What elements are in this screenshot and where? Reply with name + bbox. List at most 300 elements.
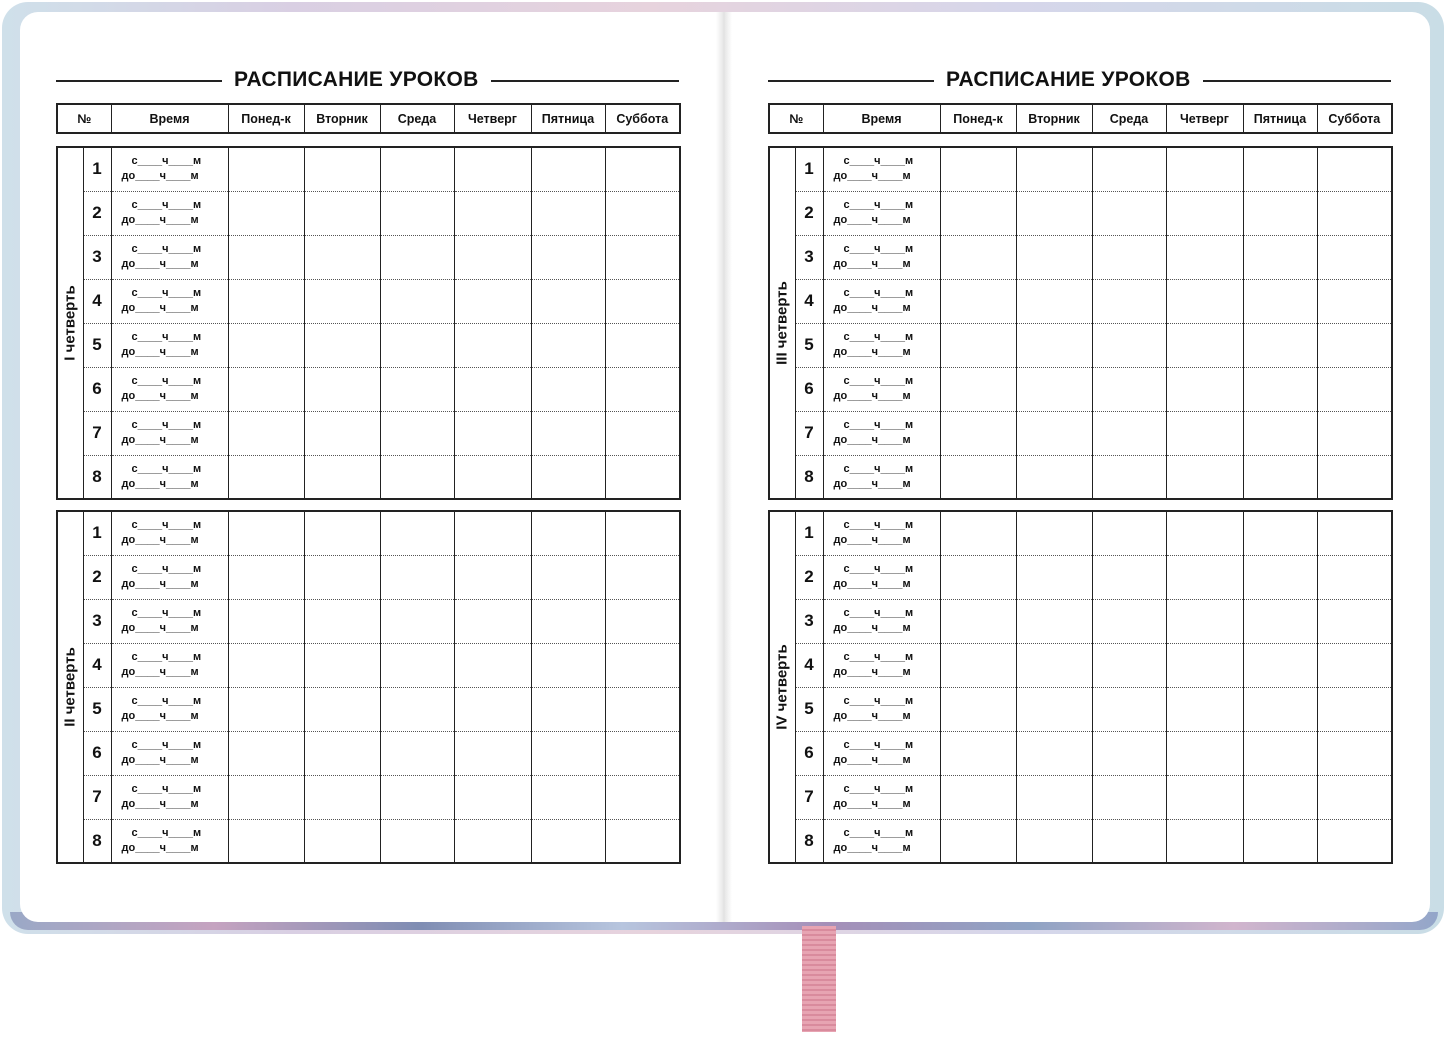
lesson-slot[interactable] bbox=[454, 191, 531, 235]
lesson-slot[interactable] bbox=[380, 279, 454, 323]
lesson-slot[interactable] bbox=[940, 819, 1016, 863]
lesson-slot[interactable] bbox=[940, 643, 1016, 687]
lesson-slot[interactable] bbox=[940, 411, 1016, 455]
lesson-slot[interactable] bbox=[1317, 367, 1392, 411]
time-from: с____ч____м bbox=[131, 155, 202, 168]
lesson-slot[interactable] bbox=[228, 687, 304, 731]
lesson-slot[interactable] bbox=[531, 511, 605, 555]
lesson-time[interactable] bbox=[111, 775, 228, 819]
lesson-slot[interactable] bbox=[304, 455, 380, 499]
lesson-time[interactable] bbox=[111, 367, 228, 411]
lesson-time[interactable] bbox=[111, 599, 228, 643]
lesson-slot[interactable] bbox=[380, 235, 454, 279]
lesson-slot[interactable] bbox=[605, 367, 680, 411]
lesson-slot[interactable] bbox=[304, 191, 380, 235]
lesson-slot[interactable] bbox=[605, 775, 680, 819]
lesson-slot[interactable] bbox=[1317, 555, 1392, 599]
time-from: с____ч____м bbox=[843, 519, 914, 532]
lesson-slot[interactable] bbox=[454, 279, 531, 323]
lesson-slot[interactable] bbox=[380, 367, 454, 411]
lesson-slot[interactable] bbox=[1243, 323, 1317, 367]
lesson-slot[interactable] bbox=[454, 411, 531, 455]
lesson-slot[interactable] bbox=[1243, 775, 1317, 819]
lesson-slot[interactable] bbox=[380, 731, 454, 775]
lesson-slot[interactable] bbox=[605, 599, 680, 643]
lesson-number: 3 bbox=[795, 235, 823, 279]
lesson-slot[interactable] bbox=[531, 599, 605, 643]
lesson-slot[interactable] bbox=[1317, 643, 1392, 687]
lesson-slot[interactable] bbox=[380, 555, 454, 599]
lesson-row bbox=[57, 511, 680, 555]
lesson-slot[interactable] bbox=[605, 687, 680, 731]
time-to: до____ч____м bbox=[121, 666, 199, 678]
lesson-slot[interactable] bbox=[1092, 511, 1166, 555]
lesson-slot[interactable] bbox=[940, 235, 1016, 279]
lesson-slot[interactable] bbox=[1016, 323, 1092, 367]
lesson-slot[interactable] bbox=[531, 643, 605, 687]
lesson-time[interactable] bbox=[111, 455, 228, 499]
lesson-number: 8 bbox=[83, 455, 111, 499]
time-from: с____ч____м bbox=[131, 651, 202, 663]
lesson-row bbox=[57, 279, 680, 323]
lesson-slot[interactable] bbox=[1016, 455, 1092, 499]
lesson-slot[interactable] bbox=[1317, 511, 1392, 555]
lesson-time[interactable] bbox=[823, 411, 940, 455]
lesson-slot[interactable] bbox=[454, 147, 531, 191]
lesson-slot[interactable] bbox=[228, 455, 304, 499]
lesson-slot[interactable] bbox=[304, 555, 380, 599]
lesson-slot[interactable] bbox=[1166, 323, 1243, 367]
lesson-slot[interactable] bbox=[1166, 599, 1243, 643]
lesson-time[interactable] bbox=[823, 279, 940, 323]
lesson-time[interactable] bbox=[823, 555, 940, 599]
lesson-slot[interactable] bbox=[228, 323, 304, 367]
lesson-number: 8 bbox=[795, 819, 823, 863]
time-from: с____ч____м bbox=[843, 607, 914, 619]
lesson-row bbox=[57, 555, 680, 599]
lesson-slot[interactable] bbox=[1243, 411, 1317, 455]
header-day: Четверг bbox=[1166, 104, 1243, 133]
time-to: до____ч____м bbox=[121, 214, 199, 226]
time-from: с____ч____м bbox=[131, 287, 202, 299]
lesson-slot[interactable] bbox=[380, 147, 454, 191]
lesson-slot[interactable] bbox=[228, 367, 304, 411]
schedule-title-row bbox=[768, 68, 1391, 92]
lesson-slot[interactable] bbox=[940, 731, 1016, 775]
lesson-time[interactable] bbox=[111, 323, 228, 367]
lesson-slot[interactable] bbox=[1317, 775, 1392, 819]
lesson-slot[interactable] bbox=[454, 819, 531, 863]
lesson-time[interactable] bbox=[823, 819, 940, 863]
lesson-slot[interactable] bbox=[1166, 191, 1243, 235]
lesson-slot[interactable] bbox=[228, 279, 304, 323]
lesson-slot[interactable] bbox=[1166, 775, 1243, 819]
lesson-slot[interactable] bbox=[1317, 687, 1392, 731]
lesson-slot[interactable] bbox=[1166, 367, 1243, 411]
lesson-slot[interactable] bbox=[1092, 191, 1166, 235]
time-from: с____ч____м bbox=[843, 651, 914, 663]
lesson-slot[interactable] bbox=[1317, 731, 1392, 775]
lesson-number: 6 bbox=[83, 367, 111, 411]
lesson-row bbox=[769, 599, 1392, 643]
title-rule-left bbox=[56, 80, 222, 82]
lesson-slot[interactable] bbox=[531, 367, 605, 411]
lesson-slot[interactable] bbox=[940, 687, 1016, 731]
lesson-slot[interactable] bbox=[1166, 731, 1243, 775]
lesson-time[interactable] bbox=[111, 191, 228, 235]
lesson-slot[interactable] bbox=[228, 191, 304, 235]
time-to: до____ч____м bbox=[121, 622, 199, 634]
header-day: Вторник bbox=[1016, 104, 1092, 133]
lesson-slot[interactable] bbox=[605, 411, 680, 455]
lesson-slot[interactable] bbox=[1243, 511, 1317, 555]
lesson-row bbox=[57, 367, 680, 411]
lesson-time[interactable] bbox=[823, 147, 940, 191]
lesson-slot[interactable] bbox=[1317, 235, 1392, 279]
lesson-time[interactable] bbox=[111, 147, 228, 191]
lesson-slot[interactable] bbox=[1016, 687, 1092, 731]
lesson-row bbox=[57, 411, 680, 455]
lesson-slot[interactable] bbox=[1016, 819, 1092, 863]
lesson-number: 2 bbox=[795, 191, 823, 235]
lesson-number: 2 bbox=[83, 555, 111, 599]
lesson-slot[interactable] bbox=[1016, 731, 1092, 775]
lesson-time[interactable] bbox=[823, 511, 940, 555]
lesson-slot[interactable] bbox=[531, 191, 605, 235]
lesson-slot[interactable] bbox=[1092, 455, 1166, 499]
lesson-slot[interactable] bbox=[1243, 643, 1317, 687]
lesson-slot[interactable] bbox=[605, 455, 680, 499]
lesson-slot[interactable] bbox=[1317, 599, 1392, 643]
lesson-slot[interactable] bbox=[380, 819, 454, 863]
lesson-slot[interactable] bbox=[940, 367, 1016, 411]
lesson-time[interactable] bbox=[111, 511, 228, 555]
lesson-slot[interactable] bbox=[304, 147, 380, 191]
lesson-row bbox=[769, 511, 1392, 555]
lesson-slot[interactable] bbox=[304, 411, 380, 455]
lesson-time[interactable] bbox=[823, 191, 940, 235]
lesson-slot[interactable] bbox=[1092, 731, 1166, 775]
lesson-slot[interactable] bbox=[531, 279, 605, 323]
lesson-slot[interactable] bbox=[940, 147, 1016, 191]
lesson-slot[interactable] bbox=[1243, 147, 1317, 191]
time-to: до____ч____м bbox=[121, 434, 199, 446]
time-from: с____ч____м bbox=[843, 695, 914, 707]
lesson-slot[interactable] bbox=[380, 411, 454, 455]
lesson-slot[interactable] bbox=[1166, 411, 1243, 455]
time-from: с____ч____м bbox=[843, 739, 914, 751]
lesson-slot[interactable] bbox=[1016, 191, 1092, 235]
lesson-time[interactable] bbox=[823, 323, 940, 367]
lesson-slot[interactable] bbox=[1317, 323, 1392, 367]
lesson-slot[interactable] bbox=[454, 455, 531, 499]
lesson-slot[interactable] bbox=[454, 731, 531, 775]
lesson-slot[interactable] bbox=[1243, 455, 1317, 499]
time-to: до____ч____м bbox=[833, 578, 911, 590]
lesson-slot[interactable] bbox=[1166, 511, 1243, 555]
time-to: до____ч____м bbox=[833, 534, 911, 547]
lesson-slot[interactable] bbox=[1092, 599, 1166, 643]
lesson-slot[interactable] bbox=[940, 599, 1016, 643]
lesson-slot[interactable] bbox=[1092, 555, 1166, 599]
lesson-slot[interactable] bbox=[1243, 367, 1317, 411]
lesson-time[interactable] bbox=[111, 687, 228, 731]
lesson-slot[interactable] bbox=[1243, 555, 1317, 599]
lesson-slot[interactable] bbox=[454, 511, 531, 555]
lesson-row bbox=[769, 455, 1392, 499]
lesson-slot[interactable] bbox=[940, 511, 1016, 555]
lesson-slot[interactable] bbox=[454, 555, 531, 599]
lesson-slot[interactable] bbox=[454, 775, 531, 819]
lesson-time[interactable] bbox=[823, 643, 940, 687]
lesson-slot[interactable] bbox=[380, 643, 454, 687]
lesson-time[interactable] bbox=[823, 775, 940, 819]
lesson-slot[interactable] bbox=[605, 147, 680, 191]
lesson-slot[interactable] bbox=[1166, 235, 1243, 279]
lesson-slot[interactable] bbox=[1243, 235, 1317, 279]
lesson-slot[interactable] bbox=[228, 599, 304, 643]
lesson-row bbox=[769, 235, 1392, 279]
lesson-slot[interactable] bbox=[1016, 279, 1092, 323]
lesson-slot[interactable] bbox=[380, 511, 454, 555]
time-from: с____ч____м bbox=[843, 563, 914, 575]
lesson-slot[interactable] bbox=[1092, 687, 1166, 731]
lesson-slot[interactable] bbox=[1243, 819, 1317, 863]
lesson-slot[interactable] bbox=[940, 323, 1016, 367]
lesson-slot[interactable] bbox=[228, 775, 304, 819]
lesson-slot[interactable] bbox=[454, 367, 531, 411]
lesson-slot[interactable] bbox=[304, 511, 380, 555]
lesson-slot[interactable] bbox=[1166, 279, 1243, 323]
lesson-slot[interactable] bbox=[531, 687, 605, 731]
lesson-slot[interactable] bbox=[304, 643, 380, 687]
lesson-slot[interactable] bbox=[304, 687, 380, 731]
header-number: № bbox=[77, 111, 92, 126]
lesson-slot[interactable] bbox=[531, 323, 605, 367]
lesson-slot[interactable] bbox=[531, 235, 605, 279]
lesson-slot[interactable] bbox=[531, 147, 605, 191]
lesson-row bbox=[769, 191, 1392, 235]
lesson-slot[interactable] bbox=[1166, 555, 1243, 599]
lesson-time[interactable] bbox=[111, 235, 228, 279]
header-day: Понед-к bbox=[228, 104, 304, 133]
quarter-label-cell bbox=[57, 511, 83, 863]
time-to: до____ч____м bbox=[121, 534, 199, 547]
lesson-slot[interactable] bbox=[1243, 731, 1317, 775]
lesson-slot[interactable] bbox=[940, 775, 1016, 819]
lesson-slot[interactable] bbox=[1016, 775, 1092, 819]
lesson-time[interactable] bbox=[823, 731, 940, 775]
lesson-slot[interactable] bbox=[304, 235, 380, 279]
lesson-slot[interactable] bbox=[531, 731, 605, 775]
time-from: с____ч____м bbox=[131, 519, 202, 532]
lesson-slot[interactable] bbox=[1016, 511, 1092, 555]
lesson-time[interactable] bbox=[823, 367, 940, 411]
lesson-time[interactable] bbox=[111, 411, 228, 455]
lesson-row bbox=[57, 731, 680, 775]
lesson-slot[interactable] bbox=[940, 279, 1016, 323]
header-day: Среда bbox=[380, 104, 454, 133]
lesson-slot[interactable] bbox=[1166, 819, 1243, 863]
time-to: до____ч____м bbox=[833, 710, 911, 722]
lesson-slot[interactable] bbox=[1016, 643, 1092, 687]
lesson-time[interactable] bbox=[823, 455, 940, 499]
lesson-slot[interactable] bbox=[1243, 687, 1317, 731]
lesson-number: 7 bbox=[83, 775, 111, 819]
lesson-slot[interactable] bbox=[1243, 279, 1317, 323]
lesson-slot[interactable] bbox=[531, 411, 605, 455]
lesson-slot[interactable] bbox=[1016, 411, 1092, 455]
lesson-slot[interactable] bbox=[1166, 643, 1243, 687]
lesson-time[interactable] bbox=[111, 643, 228, 687]
lesson-slot[interactable] bbox=[531, 455, 605, 499]
time-from: с____ч____м bbox=[131, 783, 202, 795]
lesson-slot[interactable] bbox=[228, 643, 304, 687]
lesson-number: 4 bbox=[83, 643, 111, 687]
lesson-slot[interactable] bbox=[1092, 367, 1166, 411]
lesson-slot[interactable] bbox=[531, 555, 605, 599]
time-to: до____ч____м bbox=[121, 578, 199, 590]
lesson-slot[interactable] bbox=[454, 235, 531, 279]
lesson-slot[interactable] bbox=[1243, 191, 1317, 235]
lesson-number: 5 bbox=[795, 323, 823, 367]
lesson-time[interactable] bbox=[823, 599, 940, 643]
lesson-slot[interactable] bbox=[380, 687, 454, 731]
lesson-slot[interactable] bbox=[1166, 687, 1243, 731]
time-from: с____ч____м bbox=[843, 783, 914, 795]
lesson-slot[interactable] bbox=[1317, 147, 1392, 191]
time-from: с____ч____м bbox=[131, 243, 202, 255]
lesson-slot[interactable] bbox=[940, 455, 1016, 499]
lesson-slot[interactable] bbox=[605, 643, 680, 687]
lesson-slot[interactable] bbox=[380, 775, 454, 819]
lesson-slot[interactable] bbox=[605, 731, 680, 775]
lesson-slot[interactable] bbox=[228, 731, 304, 775]
lesson-slot[interactable] bbox=[454, 599, 531, 643]
quarter-label: III четверть bbox=[773, 281, 791, 365]
lesson-slot[interactable] bbox=[1092, 279, 1166, 323]
lesson-slot[interactable] bbox=[1092, 235, 1166, 279]
header-day: Четверг bbox=[454, 104, 531, 133]
lesson-slot[interactable] bbox=[605, 235, 680, 279]
quarter-label: II четверть bbox=[61, 647, 79, 727]
lesson-slot[interactable] bbox=[380, 599, 454, 643]
lesson-slot[interactable] bbox=[940, 191, 1016, 235]
lesson-number: 7 bbox=[83, 411, 111, 455]
lesson-slot[interactable] bbox=[304, 599, 380, 643]
lesson-slot[interactable] bbox=[454, 323, 531, 367]
lesson-slot[interactable] bbox=[380, 323, 454, 367]
schedule-header bbox=[768, 103, 1393, 134]
lesson-slot[interactable] bbox=[1243, 599, 1317, 643]
lesson-number: 6 bbox=[795, 367, 823, 411]
lesson-slot[interactable] bbox=[304, 819, 380, 863]
lesson-slot[interactable] bbox=[304, 731, 380, 775]
lesson-slot[interactable] bbox=[531, 775, 605, 819]
lesson-slot[interactable] bbox=[605, 511, 680, 555]
lesson-slot[interactable] bbox=[605, 555, 680, 599]
lesson-slot[interactable] bbox=[1092, 775, 1166, 819]
lesson-slot[interactable] bbox=[454, 687, 531, 731]
lesson-row bbox=[769, 367, 1392, 411]
lesson-slot[interactable] bbox=[1092, 323, 1166, 367]
lesson-slot[interactable] bbox=[605, 819, 680, 863]
lesson-slot[interactable] bbox=[1317, 819, 1392, 863]
lesson-slot[interactable] bbox=[228, 819, 304, 863]
lesson-number: 2 bbox=[795, 555, 823, 599]
lesson-slot[interactable] bbox=[1092, 819, 1166, 863]
time-from: с____ч____м bbox=[843, 375, 914, 387]
lesson-slot[interactable] bbox=[531, 819, 605, 863]
lesson-time[interactable] bbox=[823, 235, 940, 279]
lesson-time[interactable] bbox=[823, 687, 940, 731]
lesson-slot[interactable] bbox=[1016, 599, 1092, 643]
lesson-time[interactable] bbox=[111, 731, 228, 775]
lesson-row bbox=[57, 235, 680, 279]
lesson-slot[interactable] bbox=[1166, 455, 1243, 499]
lesson-slot[interactable] bbox=[1092, 643, 1166, 687]
lesson-slot[interactable] bbox=[304, 775, 380, 819]
lesson-number: 3 bbox=[795, 599, 823, 643]
lesson-slot[interactable] bbox=[228, 411, 304, 455]
lesson-slot[interactable] bbox=[380, 455, 454, 499]
schedule-title: РАСПИСАНИЕ УРОКОВ bbox=[234, 68, 479, 91]
header-time: Время bbox=[111, 104, 228, 133]
lesson-slot[interactable] bbox=[228, 555, 304, 599]
lesson-time[interactable] bbox=[111, 279, 228, 323]
time-to: до____ч____м bbox=[833, 302, 911, 314]
lesson-slot[interactable] bbox=[605, 191, 680, 235]
time-to: до____ч____м bbox=[833, 434, 911, 446]
header-day: Суббота bbox=[1317, 104, 1392, 133]
lesson-slot[interactable] bbox=[1317, 279, 1392, 323]
time-to: до____ч____м bbox=[833, 666, 911, 678]
lesson-row bbox=[57, 687, 680, 731]
lesson-slot[interactable] bbox=[304, 367, 380, 411]
time-from: с____ч____м bbox=[131, 419, 202, 431]
time-to: до____ч____м bbox=[833, 170, 911, 183]
time-to: до____ч____м bbox=[121, 841, 199, 854]
lesson-row bbox=[57, 775, 680, 819]
lesson-number: 4 bbox=[795, 279, 823, 323]
lesson-slot[interactable] bbox=[454, 643, 531, 687]
lesson-slot[interactable] bbox=[1166, 147, 1243, 191]
lesson-time[interactable] bbox=[111, 819, 228, 863]
lesson-slot[interactable] bbox=[228, 511, 304, 555]
lesson-slot[interactable] bbox=[304, 279, 380, 323]
lesson-slot[interactable] bbox=[1016, 235, 1092, 279]
lesson-slot[interactable] bbox=[228, 147, 304, 191]
lesson-slot[interactable] bbox=[228, 235, 304, 279]
lesson-slot[interactable] bbox=[1092, 411, 1166, 455]
lesson-slot[interactable] bbox=[380, 191, 454, 235]
lesson-slot[interactable] bbox=[1317, 455, 1392, 499]
lesson-time[interactable] bbox=[111, 555, 228, 599]
lesson-slot[interactable] bbox=[1092, 147, 1166, 191]
lesson-slot[interactable] bbox=[304, 323, 380, 367]
lesson-slot[interactable] bbox=[1317, 411, 1392, 455]
lesson-row bbox=[57, 643, 680, 687]
lesson-slot[interactable] bbox=[1016, 367, 1092, 411]
lesson-slot[interactable] bbox=[1016, 555, 1092, 599]
lesson-row bbox=[57, 819, 680, 863]
lesson-slot[interactable] bbox=[1016, 147, 1092, 191]
time-from: с____ч____м bbox=[131, 375, 202, 387]
lesson-slot[interactable] bbox=[605, 279, 680, 323]
lesson-slot[interactable] bbox=[1317, 191, 1392, 235]
lesson-slot[interactable] bbox=[940, 555, 1016, 599]
lesson-slot[interactable] bbox=[605, 323, 680, 367]
